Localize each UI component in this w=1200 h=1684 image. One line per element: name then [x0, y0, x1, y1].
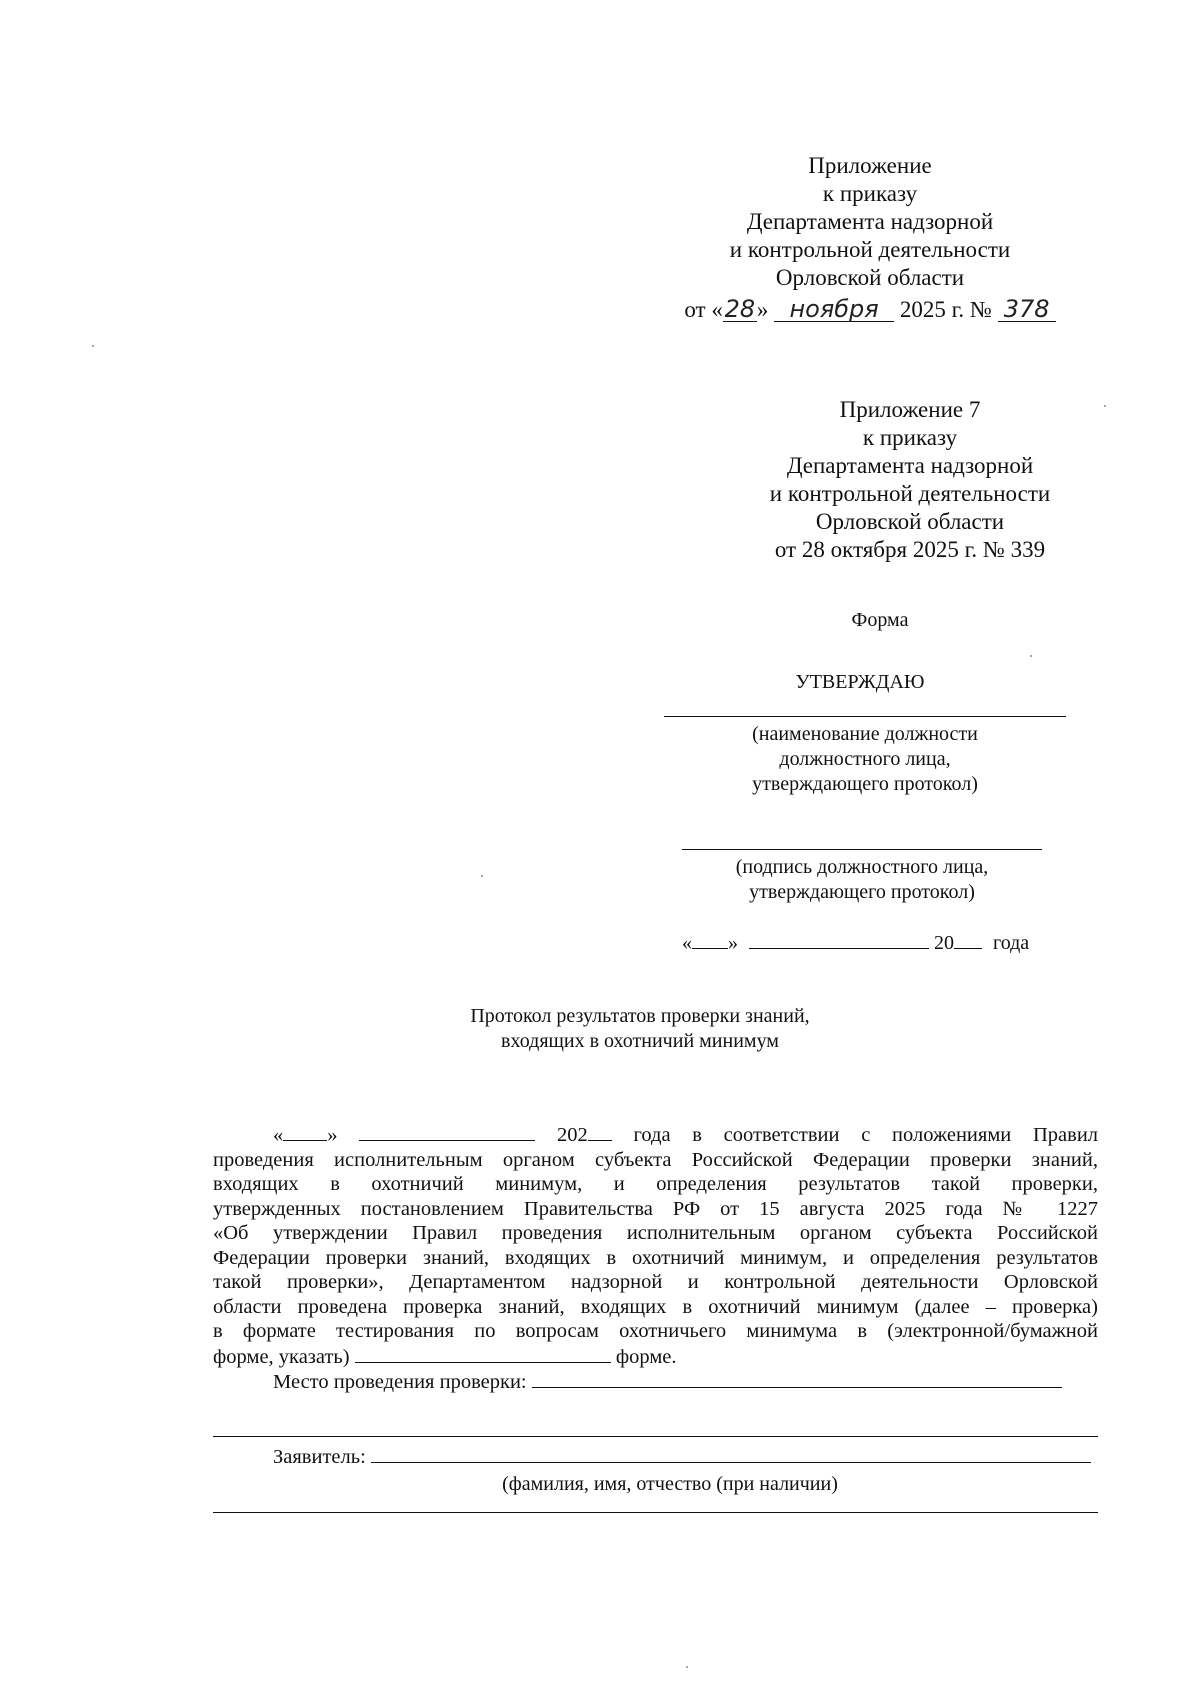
appendix7-date: от 28 октября 2025 г. № 339	[774, 537, 1046, 562]
body-row: области проведена проверка знаний, входящих в охотничий минимум (далее – проверка)	[213, 1295, 1098, 1318]
applicant-caption: (фамилия, имя, отчество (при наличии)	[502, 1473, 838, 1495]
year-prefix: 20	[934, 932, 954, 954]
year-suffix: года	[993, 932, 1030, 954]
body-row: такой проверки», Департаментом надзорной и контрольной деятельности Орловской	[213, 1271, 1098, 1293]
form-label: Форма	[851, 609, 909, 631]
appendix-date-line	[660, 296, 1080, 324]
signature-line	[682, 849, 1042, 850]
caption-line: утверждающего протокол)	[752, 773, 978, 795]
place-blank	[532, 1369, 1062, 1388]
handwritten-month: ноября	[774, 297, 894, 322]
body-row: «Об утверждении Правил проведения исполнительным органом субъекта Российской	[213, 1222, 1098, 1244]
handwritten-number: 378	[998, 297, 1056, 322]
approval-title: УТВЕРЖДАЮ	[795, 671, 925, 693]
body-row	[213, 1344, 1098, 1370]
form-type-blank	[355, 1344, 611, 1363]
appendix-header	[660, 152, 1080, 324]
body-text: года в соответствии с положениями Правил	[633, 1124, 1099, 1146]
date-quote: »	[756, 297, 769, 322]
appendix-line: Департамента надзорной	[746, 209, 994, 234]
date-quote: «	[273, 1124, 284, 1146]
date-prefix: от «	[684, 297, 723, 322]
body-row: проведения исполнительным органом субъекта Российской Федерации проверки знаний,	[213, 1148, 1098, 1171]
signature-caption	[682, 855, 1042, 905]
caption-line: утверждающего протокол)	[749, 881, 975, 903]
appendix-title: Приложение	[808, 153, 932, 178]
body-row	[213, 1369, 1098, 1395]
appendix-line: к приказу	[822, 181, 918, 206]
applicant-row	[213, 1444, 1098, 1470]
body-row: в формате тестирования по вопросам охотничьего минимума в (электронной/бумажной	[213, 1320, 1098, 1342]
appendix7-line: Департамента надзорной	[786, 453, 1034, 478]
protocol-body	[213, 1122, 1098, 1395]
body-text: форме.	[615, 1345, 677, 1368]
body-row: утвержденных постановлением Правительства РФ от 15 августа 2025 года № 1227	[213, 1197, 1098, 1220]
day-blank	[283, 1122, 327, 1141]
appendix7-line: к приказу	[862, 425, 958, 450]
year-blank	[954, 930, 982, 949]
date-quote: «	[682, 932, 692, 954]
caption-line: (подпись должностного лица,	[735, 856, 989, 878]
appendix-line: и контрольной деятельности	[729, 237, 1011, 262]
appendix7-line: и контрольной деятельности	[769, 481, 1051, 506]
month-blank	[359, 1122, 535, 1141]
position-caption	[664, 722, 1066, 797]
date-quote: »	[728, 932, 738, 954]
appendix7-header	[700, 396, 1120, 564]
position-line	[664, 716, 1066, 717]
title-line: Протокол результатов проверки знаний,	[470, 1005, 810, 1027]
applicant-blank	[371, 1444, 1091, 1463]
appendix7-title: Приложение 7	[839, 397, 981, 422]
year-blank	[588, 1122, 612, 1141]
day-blank	[692, 930, 728, 949]
body-row: входящих в охотничий минимум, и определения результатов такой проверки,	[213, 1173, 1098, 1195]
body-row	[213, 1444, 1098, 1470]
month-blank	[749, 930, 929, 949]
protocol-title	[400, 1004, 880, 1054]
approval-date	[682, 930, 1029, 956]
body-row	[213, 1122, 1098, 1148]
body-text: форме, указать)	[213, 1345, 350, 1368]
caption-line: должностного лица,	[779, 748, 951, 770]
handwritten-day: 28	[724, 295, 756, 323]
place-label: Место проведения проверки:	[273, 1371, 527, 1393]
body-row: Федерации проверки знаний, входящих в охотничий минимум, и определения результатов	[213, 1246, 1098, 1269]
date-year: 2025 г. №	[899, 297, 992, 322]
applicant-continuation-line	[213, 1512, 1098, 1513]
applicant-label: Заявитель:	[273, 1446, 366, 1468]
date-quote: »	[327, 1124, 338, 1146]
year-prefix: 202	[556, 1124, 588, 1146]
title-line: входящих в охотничий минимум	[501, 1030, 779, 1052]
place-continuation-line	[213, 1436, 1098, 1437]
caption-line: (наименование должности	[752, 723, 978, 745]
appendix7-line: Орловской области	[815, 509, 1005, 534]
appendix-line: Орловской области	[775, 265, 965, 290]
